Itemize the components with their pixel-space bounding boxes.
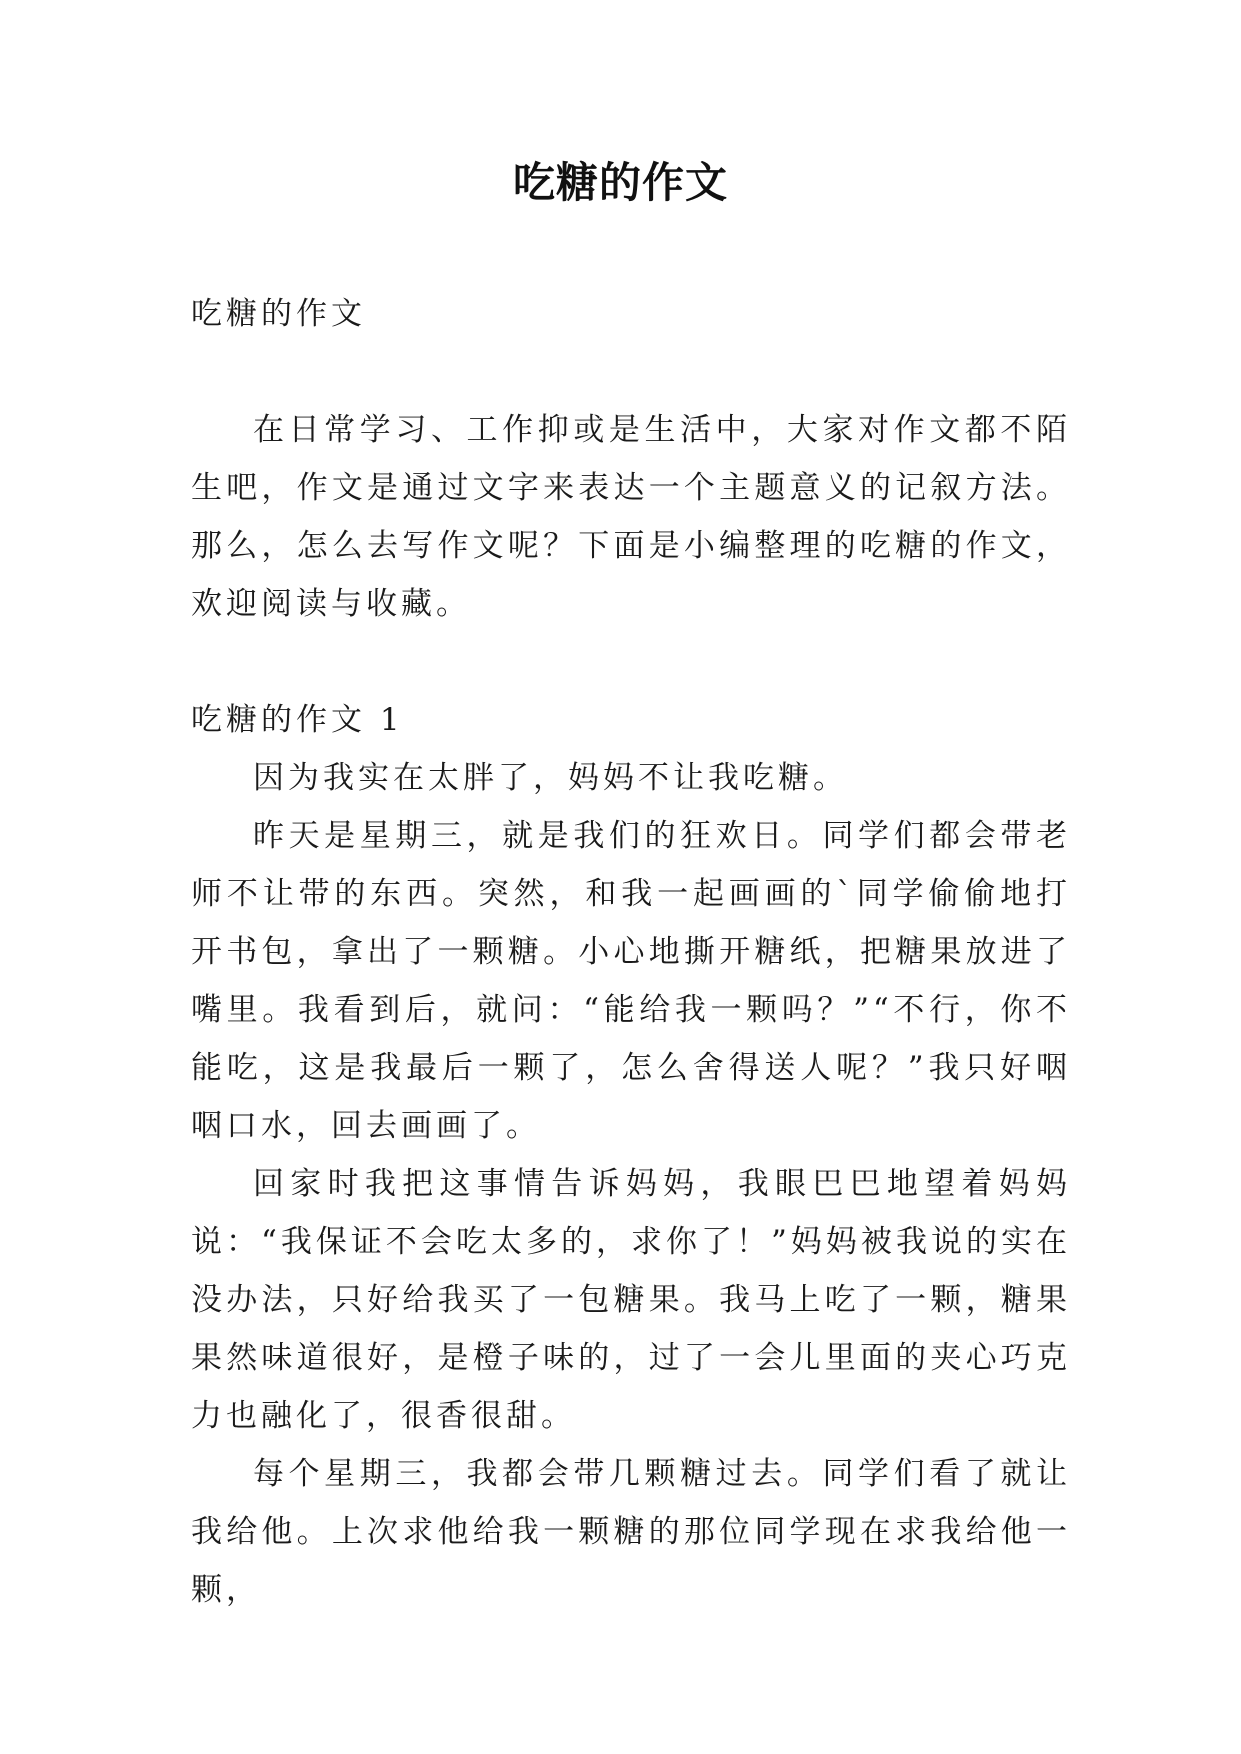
- body-paragraph: 因为我实在太胖了，妈妈不让我吃糖。: [253, 760, 848, 796]
- document-body: [191, 285, 1071, 1619]
- body-paragraph: 昨天是星期三，就是我们的狂欢日。同学们都会带老师不让带的东西。突然，和我一起画画的`同学偷偷地打开书包，拿出了一颗糖。小心地撕开糖纸，把糖果放进了嘴里。我看到后，就问：“能给我一颗吗？”“不行，你不能吃，这是我最后一颗了，怎么舍得送人呢？”我只好咽咽口水，回去画画了。: [191, 818, 1071, 1144]
- spacer: [191, 343, 1071, 401]
- document-subtitle: 吃糖的作文: [191, 296, 366, 332]
- body-paragraph: 回家时我把这事情告诉妈妈，我眼巴巴地望着妈妈说：“我保证不会吃太多的，求你了！”妈妈被我说的实在没办法，只好给我买了一包糖果。我马上吃了一颗，糖果果然味道很好，是橙子味的，过了一会儿里面的夹心巧克力也融化了，很香很甜。: [191, 1166, 1071, 1434]
- document-title: 吃糖的作文: [512, 158, 728, 207]
- spacer: [191, 633, 1071, 691]
- intro-paragraph: 在日常学习、工作抑或是生活中，大家对作文都不陌生吧，作文是通过文字来表达一个主题意义的记叙方法。那么，怎么去写作文呢？下面是小编整理的吃糖的作文，欢迎阅读与收藏。: [191, 412, 1071, 622]
- section-heading: 吃糖的作文 1: [191, 702, 404, 738]
- body-paragraph: 每个星期三，我都会带几颗糖过去。同学们看了就让我给他。上次求他给我一颗糖的那位同学现在求我给他一颗，: [191, 1456, 1071, 1608]
